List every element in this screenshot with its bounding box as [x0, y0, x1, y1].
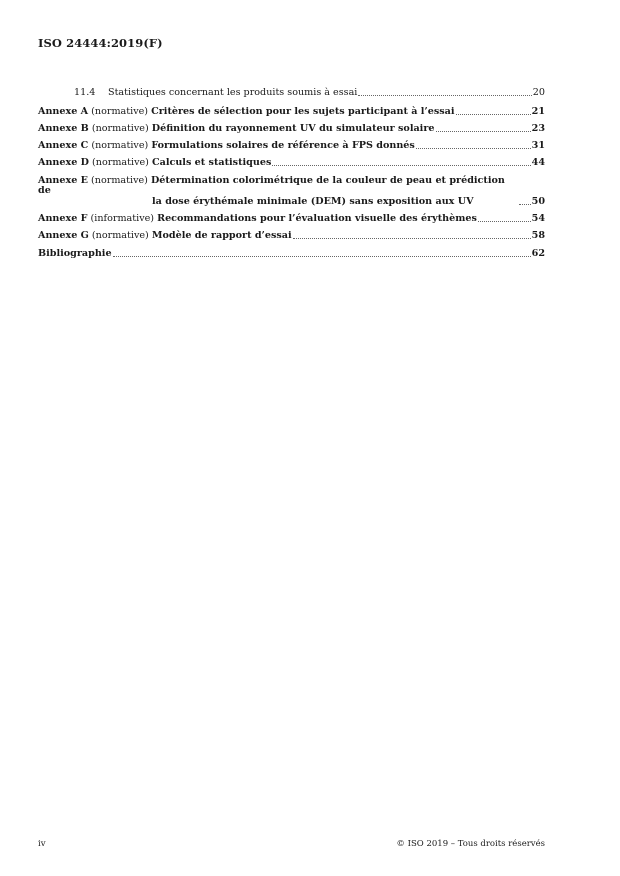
toc-entry-bibliographie[interactable]	[38, 249, 545, 260]
toc-entry-title: Détermination colorimétrique de la couleur de peau et prédiction de	[38, 174, 505, 197]
toc-annex-label: Annexe D	[38, 157, 89, 169]
toc-entry-title: Statistiques concernant les produits soumis à essai	[108, 87, 358, 98]
toc-annex-type: (normative)	[91, 140, 149, 152]
toc-annex-label: Annexe G	[38, 230, 89, 242]
toc-entry-page: 23	[531, 122, 545, 134]
toc-entry-title-wrap	[74, 88, 357, 99]
toc-entry-title-wrap	[38, 158, 271, 169]
toc-annex-label: Annexe C	[38, 140, 89, 152]
toc-entry-page: 62	[531, 247, 545, 259]
toc-dot-leader	[272, 165, 530, 166]
toc-dot-leader	[113, 256, 531, 257]
toc-entry-page: 21	[531, 105, 545, 117]
toc-entry-title-wrap	[38, 214, 477, 225]
toc-dot-leader	[416, 148, 531, 149]
table-of-contents	[38, 88, 545, 266]
toc-annex-type: (normative)	[91, 230, 149, 242]
toc-entry-title: Formulations solaires de référence à FPS donnés	[151, 140, 415, 152]
document-header: ISO 24444:2019(F)	[38, 36, 163, 50]
toc-annex-type: (normative)	[91, 105, 149, 117]
toc-entry-annexe-d[interactable]	[38, 158, 545, 169]
toc-entry-title-wrap	[38, 176, 518, 208]
toc-annex-label: Annexe A	[38, 105, 89, 117]
toc-entry-title-continuation: la dose érythémale minimale (DEM) sans exposition aux UV	[152, 195, 474, 207]
toc-dot-leader	[436, 131, 531, 132]
toc-entry-title: Calculs et statistiques	[151, 157, 272, 169]
toc-entry-annexe-g[interactable]	[38, 231, 545, 242]
toc-entry-page: 54	[531, 212, 545, 224]
toc-entry-annexe-c[interactable]	[38, 141, 545, 152]
toc-entry-annexe-b[interactable]	[38, 124, 545, 135]
toc-annex-label: Annexe E	[38, 174, 88, 186]
toc-annex-label: Annexe F	[38, 212, 88, 224]
toc-entry-annexe-a[interactable]	[38, 107, 545, 118]
toc-dot-leader	[478, 221, 531, 222]
toc-annex-type: (informative)	[90, 212, 155, 224]
toc-annex-label: Annexe B	[38, 122, 89, 134]
toc-entry-title-wrap	[38, 231, 292, 242]
toc-entry-title-wrap	[38, 107, 455, 118]
toc-entry-number: 11.4	[74, 87, 96, 98]
toc-entry-annexe-e[interactable]	[38, 176, 545, 208]
toc-dot-leader	[456, 114, 531, 115]
toc-dot-leader	[358, 95, 531, 96]
toc-annex-type: (normative)	[92, 157, 149, 169]
toc-entry-annexe-f[interactable]	[38, 214, 545, 225]
toc-annex-type: (normative)	[91, 174, 148, 186]
toc-entry-title-wrap	[38, 249, 112, 260]
toc-entry-11-4[interactable]	[38, 88, 545, 99]
footer-page-number: iv	[38, 839, 46, 849]
toc-dot-leader	[519, 204, 531, 205]
toc-entry-page: 31	[531, 140, 545, 152]
toc-entry-page: 20	[532, 87, 545, 98]
toc-entry-page: 58	[531, 230, 545, 242]
toc-dot-leader	[293, 238, 531, 239]
toc-entry-title: Définition du rayonnement UV du simulateur solaire	[151, 122, 435, 134]
toc-entry-title: Bibliographie	[38, 247, 112, 259]
toc-entry-page: 44	[531, 157, 545, 169]
toc-entry-page: 50	[531, 195, 545, 207]
toc-entry-title-wrap	[38, 124, 435, 135]
toc-entry-title: Critères de sélection pour les sujets participant à l’essai	[151, 105, 455, 117]
footer-copyright: © ISO 2019 – Tous droits réservés	[396, 839, 545, 849]
toc-entry-title-wrap	[38, 141, 415, 152]
toc-annex-type: (normative)	[91, 122, 149, 134]
toc-entry-title: Modèle de rapport d’essai	[151, 230, 292, 242]
toc-entry-title: Recommandations pour l’évaluation visuelle des érythèmes	[157, 212, 477, 224]
